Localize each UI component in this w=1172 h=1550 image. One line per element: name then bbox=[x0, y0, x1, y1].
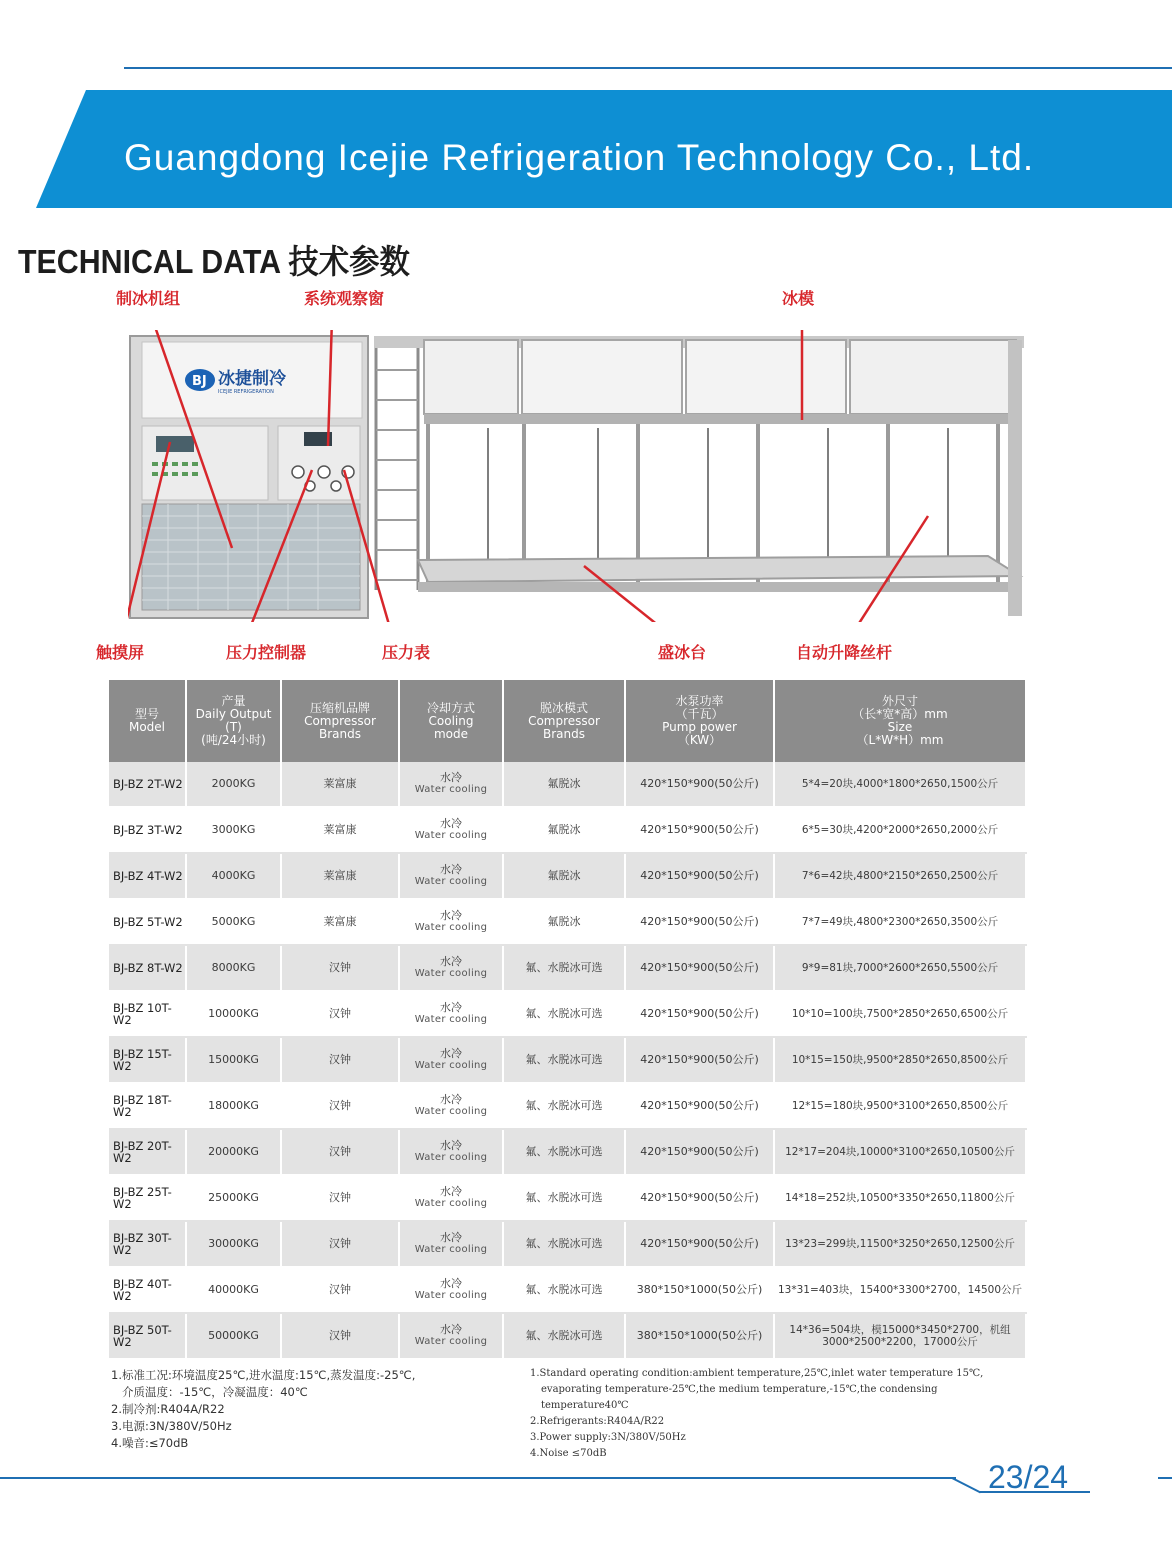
cell-compressor: 汉钟 bbox=[281, 1221, 399, 1267]
ice-machine-illustration bbox=[128, 330, 1024, 622]
cell-cooling bbox=[399, 807, 503, 853]
touch-screen bbox=[156, 436, 194, 452]
top-rule bbox=[124, 67, 1172, 69]
cell-cooling bbox=[399, 1129, 503, 1175]
cell-deicing: 氟脱冰 bbox=[503, 853, 625, 899]
cell-cooling-cn: 水冷 bbox=[440, 909, 462, 922]
note-en-1: 1.Standard operating condition:ambient temperature,25℃,inlet water temperature 15℃, bbox=[530, 1368, 984, 1379]
header-model: 型号 Model bbox=[109, 680, 186, 762]
note-en-2: 2.Refrigerants:R404A/R22 bbox=[530, 1416, 665, 1427]
cell-deicing: 氟、水脱冰可选 bbox=[503, 1267, 625, 1313]
callout-ice-maker-unit: 制冰机组 bbox=[116, 289, 181, 308]
table-header-row bbox=[109, 680, 1026, 762]
cell-compressor: 汉钟 bbox=[281, 1313, 399, 1359]
cell-compressor: 汉钟 bbox=[281, 1129, 399, 1175]
cell-size: 6*5=30块,4200*2000*2650,2000公斤 bbox=[774, 807, 1026, 853]
cell-cooling-cn: 水冷 bbox=[440, 817, 462, 830]
table-row bbox=[109, 1313, 1026, 1359]
cell-compressor: 莱富康 bbox=[281, 807, 399, 853]
table-row bbox=[109, 1129, 1026, 1175]
cell-model: BJ-BZ 25T-W2 bbox=[109, 1175, 186, 1221]
table-row bbox=[109, 1267, 1026, 1313]
header-daily-output: 产量 Daily Output (T) (吨/24小时) bbox=[186, 680, 281, 762]
cell-cooling-en: Water cooling bbox=[414, 1152, 488, 1163]
cell-output: 18000KG bbox=[186, 1083, 281, 1129]
cell-compressor: 汉钟 bbox=[281, 1267, 399, 1313]
cell-compressor: 汉钟 bbox=[281, 1037, 399, 1083]
cell-model: BJ-BZ 15T-W2 bbox=[109, 1037, 186, 1083]
cell-size: 12*15=180块,9500*3100*2650,8500公斤 bbox=[774, 1083, 1026, 1129]
table-row bbox=[109, 945, 1026, 991]
cell-deicing: 氟脱冰 bbox=[503, 899, 625, 945]
cell-size: 9*9=81块,7000*2600*2650,5500公斤 bbox=[774, 945, 1026, 991]
cell-pump: 380*150*1000(50公斤) bbox=[625, 1267, 774, 1313]
table-body bbox=[109, 762, 1026, 1359]
note-cn-1b: 介质温度：-15℃，冷凝温度：40℃ bbox=[122, 1385, 308, 1399]
cell-output: 5000KG bbox=[186, 899, 281, 945]
cell-output: 20000KG bbox=[186, 1129, 281, 1175]
cell-compressor: 汉钟 bbox=[281, 1175, 399, 1221]
cell-cooling-en: Water cooling bbox=[414, 1336, 488, 1347]
note-cn-1: 1.标准工况:环境温度25℃,进水温度:15℃,蒸发温度:-25℃, bbox=[111, 1368, 416, 1382]
cell-cooling bbox=[399, 1083, 503, 1129]
brand-logo-icon bbox=[185, 369, 215, 391]
page-number: 23/24 bbox=[988, 1459, 1069, 1495]
callout-observation-window: 系统观察窗 bbox=[304, 289, 385, 308]
cell-cooling-en: Water cooling bbox=[414, 968, 488, 979]
table-row bbox=[109, 1037, 1026, 1083]
cell-pump: 420*150*900(50公斤) bbox=[625, 1175, 774, 1221]
cell-output: 8000KG bbox=[186, 945, 281, 991]
cell-deicing: 氟脱冰 bbox=[503, 807, 625, 853]
cell-output: 25000KG bbox=[186, 1175, 281, 1221]
cell-pump: 420*150*900(50公斤) bbox=[625, 945, 774, 991]
cell-cooling-cn: 水冷 bbox=[440, 771, 462, 784]
cell-model: BJ-BZ 18T-W2 bbox=[109, 1083, 186, 1129]
cell-cooling bbox=[399, 1267, 503, 1313]
notes-english bbox=[530, 1366, 983, 1462]
cell-cooling bbox=[399, 1175, 503, 1221]
cell-cooling-en: Water cooling bbox=[414, 1106, 488, 1117]
cell-cooling bbox=[399, 1037, 503, 1083]
cell-model: BJ-BZ 40T-W2 bbox=[109, 1267, 186, 1313]
cell-pump: 420*150*900(50公斤) bbox=[625, 807, 774, 853]
cell-pump: 420*150*900(50公斤) bbox=[625, 991, 774, 1037]
cell-cooling-en: Water cooling bbox=[414, 1244, 488, 1255]
footer-rule bbox=[0, 1477, 956, 1479]
callout-ice-tray: 盛冰台 bbox=[658, 643, 707, 662]
callout-lifting-screw: 自动升降丝杆 bbox=[796, 643, 893, 662]
cell-cooling bbox=[399, 991, 503, 1037]
cell-output: 10000KG bbox=[186, 991, 281, 1037]
header-deicing-mode: 脱冰模式 Compressor Brands bbox=[503, 680, 625, 762]
cell-cooling bbox=[399, 899, 503, 945]
cell-compressor: 汉钟 bbox=[281, 1083, 399, 1129]
cell-size: 10*15=150块,9500*2850*2650,8500公斤 bbox=[774, 1037, 1026, 1083]
cell-pump: 420*150*900(50公斤) bbox=[625, 762, 774, 807]
cell-cooling-cn: 水冷 bbox=[440, 1277, 462, 1290]
cell-model: BJ-BZ 3T-W2 bbox=[109, 807, 186, 853]
cell-deicing: 氟、水脱冰可选 bbox=[503, 991, 625, 1037]
cell-output: 2000KG bbox=[186, 762, 281, 807]
cell-compressor: 莱富康 bbox=[281, 853, 399, 899]
note-en-4: 4.Noise ≤70dB bbox=[530, 1448, 607, 1459]
cell-model: BJ-BZ 2T-W2 bbox=[109, 762, 186, 807]
company-name: Guangdong Icejie Refrigeration Technology Co., Ltd. bbox=[124, 137, 1035, 178]
cell-cooling-cn: 水冷 bbox=[440, 1185, 462, 1198]
notes-chinese bbox=[111, 1367, 415, 1452]
table-row bbox=[109, 853, 1026, 899]
ice-tray bbox=[418, 556, 1020, 582]
cell-cooling bbox=[399, 1221, 503, 1267]
table-row bbox=[109, 1083, 1026, 1129]
footer-rule-slant bbox=[952, 1477, 981, 1493]
callout-ice-mold: 冰模 bbox=[782, 289, 815, 308]
cell-deicing: 氟、水脱冰可选 bbox=[503, 1083, 625, 1129]
cell-cooling-en: Water cooling bbox=[414, 784, 488, 795]
cell-model: BJ-BZ 50T-W2 bbox=[109, 1313, 186, 1359]
cell-size: 14*18=252块,10500*3350*2650,11800公斤 bbox=[774, 1175, 1026, 1221]
cell-deicing: 氟、水脱冰可选 bbox=[503, 1175, 625, 1221]
cell-cooling-cn: 水冷 bbox=[440, 1231, 462, 1244]
brand-logo-sub: ICEJIE REFRIGERATION bbox=[218, 389, 274, 395]
header-size: 外尺寸 （长*宽*高）mm Size （L*W*H）mm bbox=[774, 680, 1026, 762]
cell-deicing: 氟脱冰 bbox=[503, 762, 625, 807]
cell-output: 50000KG bbox=[186, 1313, 281, 1359]
footer-rule-right bbox=[1158, 1477, 1172, 1479]
cell-model: BJ-BZ 5T-W2 bbox=[109, 899, 186, 945]
callout-pressure-gauge: 压力表 bbox=[382, 643, 431, 662]
cell-model: BJ-BZ 30T-W2 bbox=[109, 1221, 186, 1267]
cell-compressor: 莱富康 bbox=[281, 762, 399, 807]
cell-cooling-en: Water cooling bbox=[414, 1198, 488, 1209]
cell-size: 13*23=299块,11500*3250*2650,12500公斤 bbox=[774, 1221, 1026, 1267]
cell-cooling-en: Water cooling bbox=[414, 922, 488, 933]
cell-pump: 380*150*1000(50公斤) bbox=[625, 1313, 774, 1359]
cell-size: 7*7=49块,4800*2300*2650,3500公斤 bbox=[774, 899, 1026, 945]
note-en-1c: temperature40℃ bbox=[541, 1400, 629, 1411]
cell-model: BJ-BZ 4T-W2 bbox=[109, 853, 186, 899]
cell-deicing: 氟、水脱冰可选 bbox=[503, 1129, 625, 1175]
cell-output: 15000KG bbox=[186, 1037, 281, 1083]
cell-output: 40000KG bbox=[186, 1267, 281, 1313]
cell-cooling-cn: 水冷 bbox=[440, 1323, 462, 1336]
header-compressor-brand: 压缩机品牌 Compressor Brands bbox=[281, 680, 399, 762]
cell-cooling-cn: 水冷 bbox=[440, 863, 462, 876]
table-row bbox=[109, 807, 1026, 853]
cell-size: 13*31=403块，15400*3300*2700，14500公斤 bbox=[774, 1267, 1026, 1313]
cell-cooling-cn: 水冷 bbox=[440, 1047, 462, 1060]
cell-size: 12*17=204块,10000*3100*2650,10500公斤 bbox=[774, 1129, 1026, 1175]
cell-deicing: 氟、水脱冰可选 bbox=[503, 1313, 625, 1359]
cell-cooling bbox=[399, 762, 503, 807]
cell-deicing: 氟、水脱冰可选 bbox=[503, 1221, 625, 1267]
table-row bbox=[109, 1175, 1026, 1221]
header-cooling-mode: 冷却方式 Cooling mode bbox=[399, 680, 503, 762]
brand-logo-text: 冰捷制冷 bbox=[218, 369, 286, 389]
svg-text:BJ: BJ bbox=[192, 374, 207, 389]
cell-cooling-en: Water cooling bbox=[414, 876, 488, 887]
table-row bbox=[109, 1221, 1026, 1267]
note-en-1b: evaporating temperature-25℃,the medium temperature,-15℃,the condensing bbox=[541, 1384, 938, 1395]
cell-cooling-en: Water cooling bbox=[414, 1060, 488, 1071]
cell-cooling-cn: 水冷 bbox=[440, 1093, 462, 1106]
cell-pump: 420*150*900(50公斤) bbox=[625, 1037, 774, 1083]
cell-deicing: 氟、水脱冰可选 bbox=[503, 1037, 625, 1083]
cell-size: 7*6=42块,4800*2150*2650,2500公斤 bbox=[774, 853, 1026, 899]
table-row bbox=[109, 899, 1026, 945]
cell-compressor: 莱富康 bbox=[281, 899, 399, 945]
table-row bbox=[109, 762, 1026, 807]
cell-output: 3000KG bbox=[186, 807, 281, 853]
cell-compressor: 汉钟 bbox=[281, 991, 399, 1037]
note-cn-2: 2.制冷剂:R404A/R22 bbox=[111, 1402, 225, 1416]
cell-deicing: 氟、水脱冰可选 bbox=[503, 945, 625, 991]
cell-model: BJ-BZ 10T-W2 bbox=[109, 991, 186, 1037]
callout-pressure-controller: 压力控制器 bbox=[226, 643, 307, 662]
cell-cooling-en: Water cooling bbox=[414, 1290, 488, 1301]
note-cn-3: 3.电源:3N/380V/50Hz bbox=[111, 1419, 232, 1433]
cell-output: 4000KG bbox=[186, 853, 281, 899]
cell-pump: 420*150*900(50公斤) bbox=[625, 1221, 774, 1267]
cell-pump: 420*150*900(50公斤) bbox=[625, 853, 774, 899]
cell-cooling-cn: 水冷 bbox=[440, 1001, 462, 1014]
cell-compressor: 汉钟 bbox=[281, 945, 399, 991]
header-pump-power: 水泵功率 （千瓦） Pump power （KW） bbox=[625, 680, 774, 762]
cell-cooling bbox=[399, 1313, 503, 1359]
cell-cooling-cn: 水冷 bbox=[440, 1139, 462, 1152]
note-cn-4: 4.噪音:≤70dB bbox=[111, 1436, 189, 1450]
table-row bbox=[109, 991, 1026, 1037]
cell-pump: 420*150*900(50公斤) bbox=[625, 1083, 774, 1129]
technical-data-table bbox=[109, 680, 1027, 1360]
cell-cooling bbox=[399, 853, 503, 899]
cell-model: BJ-BZ 8T-W2 bbox=[109, 945, 186, 991]
cell-model: BJ-BZ 20T-W2 bbox=[109, 1129, 186, 1175]
note-en-3: 3.Power supply:3N/380V/50Hz bbox=[530, 1432, 686, 1443]
cell-output: 30000KG bbox=[186, 1221, 281, 1267]
cell-size: 14*36=504块，模15000*3450*2700，机组3000*2500*2200，17000公斤 bbox=[774, 1313, 1026, 1359]
cell-pump: 420*150*900(50公斤) bbox=[625, 899, 774, 945]
cell-pump: 420*150*900(50公斤) bbox=[625, 1129, 774, 1175]
cell-size: 10*10=100块,7500*2850*2650,6500公斤 bbox=[774, 991, 1026, 1037]
section-title: TECHNICAL DATA 技术参数 bbox=[18, 243, 410, 280]
cell-cooling bbox=[399, 945, 503, 991]
cell-cooling-en: Water cooling bbox=[414, 1014, 488, 1025]
cell-cooling-en: Water cooling bbox=[414, 830, 488, 841]
cell-size: 5*4=20块,4000*1800*2650,1500公斤 bbox=[774, 762, 1026, 807]
callout-touch-screen: 触摸屏 bbox=[96, 643, 145, 662]
cell-cooling-cn: 水冷 bbox=[440, 955, 462, 968]
